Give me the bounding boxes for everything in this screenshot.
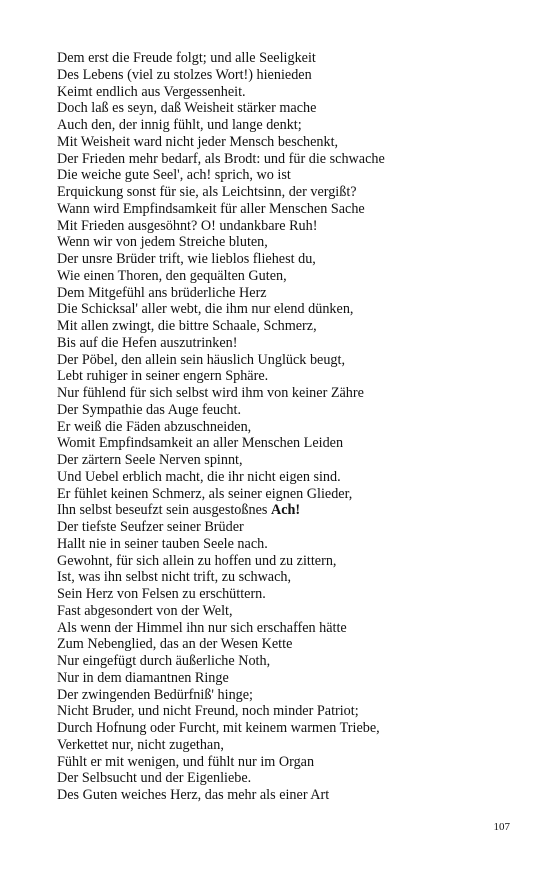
poem-line: Als wenn der Himmel ihn nur sich erschaffen hätte: [57, 619, 347, 636]
poem-line: Er fühlet keinen Schmerz, als seiner eignen Glieder,: [57, 485, 353, 502]
poem-line: Erquickung sonst für sie, als Leichtsinn, der vergißt?: [57, 184, 357, 200]
poem-line: Bis auf die Hefen auszutrinken!: [57, 334, 238, 351]
poem-line: Mit allen zwingt, die bittre Schaale, Schmerz,: [57, 318, 317, 334]
poem-line: Mit Frieden ausgesöhnt? O! undankbare Ruh!: [57, 217, 318, 234]
poem-line: Auch den, der innig fühlt, und lange denkt;: [57, 117, 302, 133]
poem-text: [57, 50, 527, 804]
emphasis-word: Ach!: [270, 502, 301, 519]
poem-line: Doch laß es seyn, daß Weisheit stärker mache: [57, 100, 317, 117]
poem-line: Und Uebel erblich macht, die ihr nicht eigen sind.: [57, 468, 341, 485]
poem-line: Lebt ruhiger in seiner engern Sphäre.: [57, 368, 269, 385]
poem-line: Nur eingefügt durch äußerliche Noth,: [57, 653, 271, 669]
poem-line: Wann wird Empfindsamkeit für aller Menschen Sache: [57, 200, 365, 217]
poem-line: Zum Nebenglied, das an der Wesen Kette: [57, 636, 293, 653]
poem-line: Fast abgesondert von der Welt,: [57, 602, 233, 619]
poem-line: Der Pöbel, den allein sein häuslich Unglück beugt,: [57, 351, 346, 368]
poem-line: Nicht Bruder, und nicht Freund, noch minder Patriot;: [57, 703, 359, 720]
poem-line-with-emphasis: [57, 502, 527, 519]
poem-line: Die weiche gute Seel', ach! sprich, wo ist: [57, 167, 291, 184]
poem-line: Der Selbsucht und der Eigenliebe.: [57, 770, 252, 787]
poem-line: Fühlt er mit wenigen, und fühlt nur im Organ: [57, 753, 315, 770]
poem-line: Sein Herz von Felsen zu erschüttern.: [57, 586, 266, 602]
poem-line: Des Guten weiches Herz, das mehr als einer Art: [57, 787, 330, 803]
poem-line: Die Schicksal' aller webt, die ihm nur elend dünken,: [57, 301, 354, 318]
poem-line: Mit Weisheit ward nicht jeder Mensch beschenkt,: [57, 133, 339, 150]
poem-line: Der Frieden mehr bedarf, als Brodt: und für die schwache: [57, 150, 385, 167]
poem-line: Der zwingenden Bedürfniß' hinge;: [57, 686, 253, 703]
poem-line: Des Lebens (viel zu stolzes Wort!) hienieden: [57, 66, 312, 83]
poem-line: Der unsre Brüder trift, wie lieblos fliehest du,: [57, 251, 316, 267]
poem-line: Dem erst die Freude folgt; und alle Seeligkeit: [57, 50, 316, 66]
poem-line: Keimt endlich aus Vergessenheit.: [57, 83, 246, 100]
poem-line: Wie einen Thoren, den gequälten Guten,: [57, 267, 287, 284]
poem-line: Verkettet nur, nicht zugethan,: [57, 736, 224, 753]
poem-line: Nur fühlend für sich selbst wird ihm von keiner Zähre: [57, 385, 364, 401]
poem-line: Der Sympathie das Auge feucht.: [57, 401, 241, 418]
poem-line: Der zärtern Seele Nerven spinnt,: [57, 452, 243, 468]
poem-line: Er weiß die Fäden abzuschneiden,: [57, 418, 252, 435]
poem-line: Durch Hofnung oder Furcht, mit keinem warmen Triebe,: [57, 720, 380, 736]
poem-line-text: Ihn selbst beseufzt sein ausgestoßnes: [57, 502, 268, 519]
poem-line: Gewohnt, für sich allein zu hoffen und zu zittern,: [57, 552, 337, 569]
poem-line: Nur in dem diamantnen Ringe: [57, 669, 229, 686]
page-number: 107: [493, 821, 510, 833]
poem-line: Womit Empfindsamkeit an aller Menschen Leiden: [57, 435, 344, 452]
poem-line: Ist, was ihn selbst nicht trift, zu schwach,: [57, 569, 292, 586]
poem-line: Der tiefste Seufzer seiner Brüder: [57, 519, 244, 535]
poem-line: Dem Mitgefühl ans brüderliche Herz: [57, 284, 267, 301]
poem-line: Wenn wir von jedem Streiche bluten,: [57, 234, 268, 251]
poem-line: Hallt nie in seiner tauben Seele nach.: [57, 535, 268, 552]
